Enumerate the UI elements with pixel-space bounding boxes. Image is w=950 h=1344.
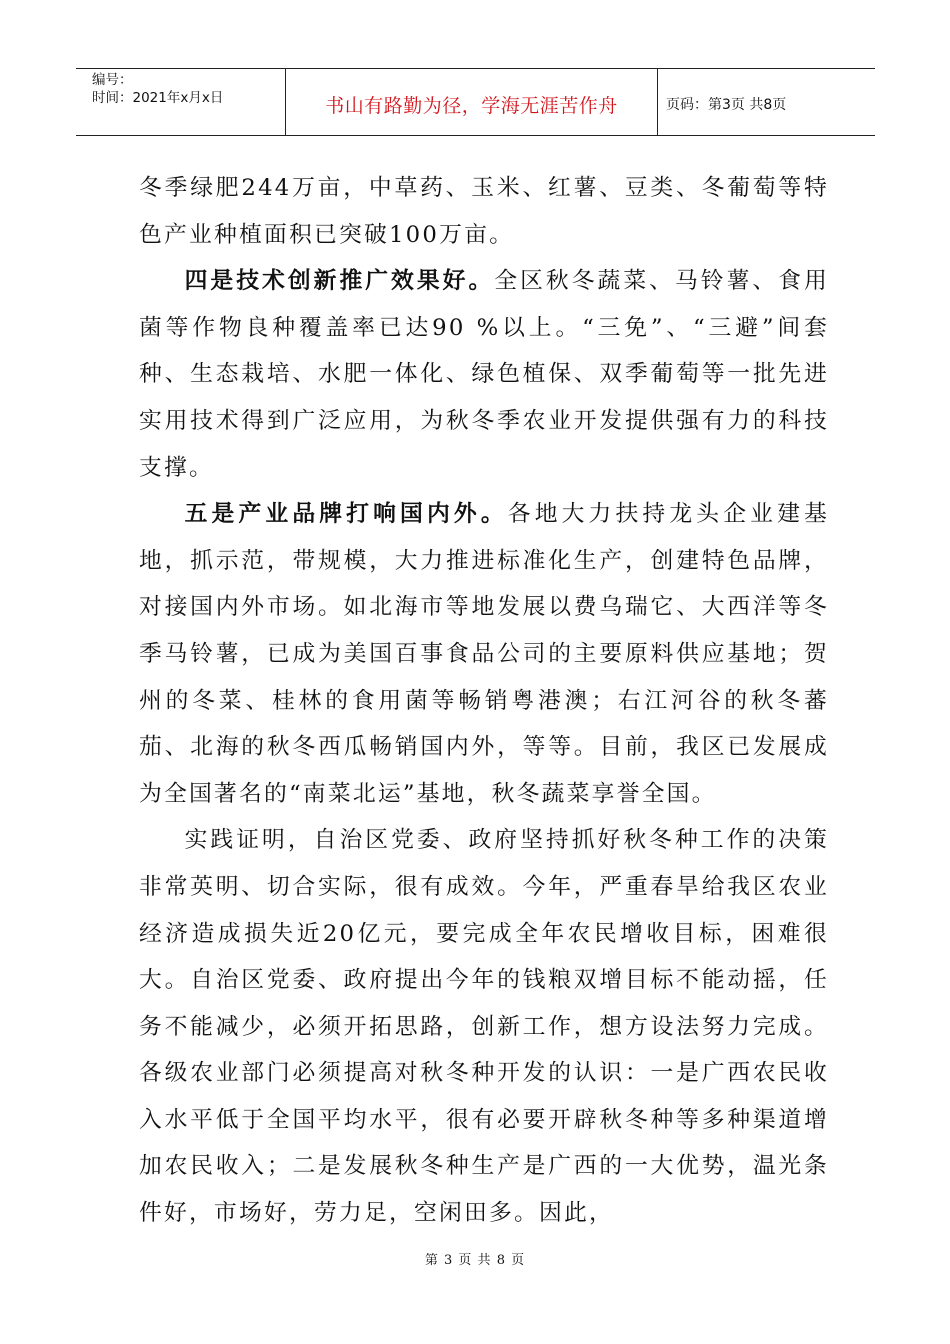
- page-footer: 第 3 页 共 8 页: [424, 1253, 526, 1268]
- paragraph-text: 全区秋冬蔬菜、马铃薯、食用菌等作物良种覆盖率已达90 %以上。“三免”、“三避”间套种、生态栽培、水肥一体化、绿色植保、双季葡萄等一批先进实用技术得到广泛应用，为秋冬季农业开发提供强有力的科技支撑。: [139, 268, 829, 481]
- header-page-label: 页码：第3页 共8页: [666, 97, 787, 113]
- header-motto: 书山有路勤为径，学海无涯苦作舟: [286, 69, 658, 135]
- paragraph: [139, 817, 829, 1236]
- paragraph: [139, 165, 829, 258]
- header-meta: [76, 69, 286, 135]
- paragraph-lead: 五是产业品牌打响国内外。: [184, 501, 508, 528]
- paragraph-text: 各地大力扶持龙头企业建基地，抓示范，带规模，大力推进标准化生产，创建特色品牌，对接国内外市场。如北海市等地发展以费乌瑞它、大西洋等冬季马铃薯，已成为美国百事食品公司的主要原料供应基地；贺州的冬菜、桂林的食用菌等畅销粤港澳；右江河谷的秋冬蕃茄、北海的秋冬西瓜畅销国内外，等等。目前，我区已发展成为全国著名的“南菜北运”基地，秋冬蔬菜享誉全国。: [139, 501, 829, 807]
- paragraph: [139, 491, 829, 817]
- paragraph: [139, 258, 829, 491]
- document-body: [139, 165, 829, 1237]
- paragraph-lead: 四是技术创新推广效果好。: [184, 268, 495, 295]
- paragraph-text: 实践证明，自治区党委、政府坚持抓好秋冬种工作的决策非常英明、切合实际，很有成效。今年，严重春旱给我区农业经济造成损失近20亿元，要完成全年农民增收目标，困难很大。自治区党委、政府提出今年的钱粮双增目标不能动摇，任务不能减少，必须开拓思路，创新工作，想方设法努力完成。各级农业部门必须提高对秋冬种开发的认识：一是广西农民收入水平低于全国平均水平，很有必要开辟秋冬种等多种渠道增加农民收入；二是发展秋冬种生产是广西的一大优势，温光条件好，市场好，劳力足，空闲田多。因此，: [139, 827, 829, 1227]
- document-number-label: 编号：: [92, 72, 133, 88]
- document-time-label: 时间：2021年x月x日: [92, 90, 224, 106]
- paragraph-text: 冬季绿肥244万亩，中草药、玉米、红薯、豆类、冬葡萄等特色产业种植面积已突破100万亩。: [139, 175, 829, 248]
- document-header: [76, 68, 875, 136]
